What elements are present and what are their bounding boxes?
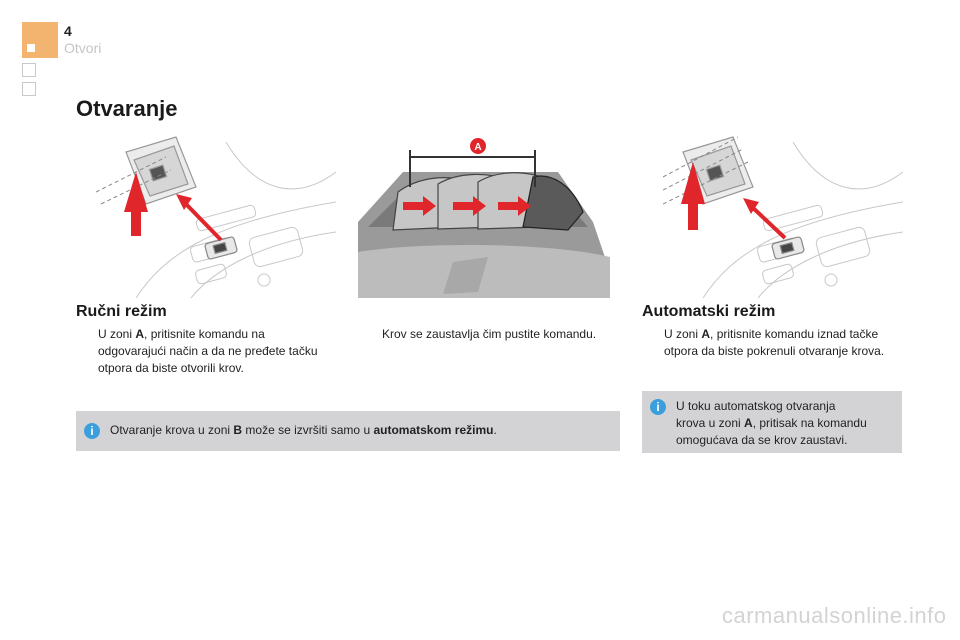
manual-mode-heading: Ručni režim — [76, 303, 167, 320]
watermark: carmanualsonline.info — [722, 603, 947, 628]
automatic-step-1: U zoni A, pritisnite komandu iznad tačke otpora da biste pokrenuli otvaranje krova. — [664, 327, 885, 358]
note-zone-b-text: Otvaranje krova u zoni B može se izvršiti samo u automatskom režimu. — [110, 423, 497, 437]
manual-step-1: U zoni A, pritisnite komandu na odgovarajući način a da ne pređete tačku otpora da biste otvorili krov. — [98, 327, 318, 375]
header-bullet-icon — [27, 44, 35, 52]
automatic-mode-heading: Automatski režim — [642, 303, 776, 320]
header-tab — [22, 22, 58, 58]
page-number: 4 — [64, 23, 72, 39]
info-icon: i — [650, 399, 666, 415]
side-marker-icon — [22, 63, 36, 77]
manual-switch-illustration — [96, 132, 336, 298]
roof-switch-drawing — [96, 132, 336, 298]
side-marker-icon — [22, 82, 36, 96]
note-stop — [642, 391, 902, 453]
info-icon: i — [84, 423, 100, 439]
roof-opening-illustration — [358, 132, 610, 298]
section-label: Otvori — [64, 40, 102, 56]
roof-switch-drawing — [663, 132, 903, 298]
note-zone-b — [76, 411, 620, 451]
automatic-switch-illustration — [663, 132, 903, 298]
manual-step-2: Krov se zaustavlja čim pustite komandu. — [382, 327, 597, 341]
page-title: Otvaranje — [76, 96, 178, 121]
note-stop-text: U toku automatskog otvaranja krova u zoni A, pritisak na komandu omogućava da se krov zaustavi. — [676, 399, 867, 447]
car-roof-drawing — [358, 132, 610, 298]
zone-a-marker: A — [474, 142, 482, 153]
